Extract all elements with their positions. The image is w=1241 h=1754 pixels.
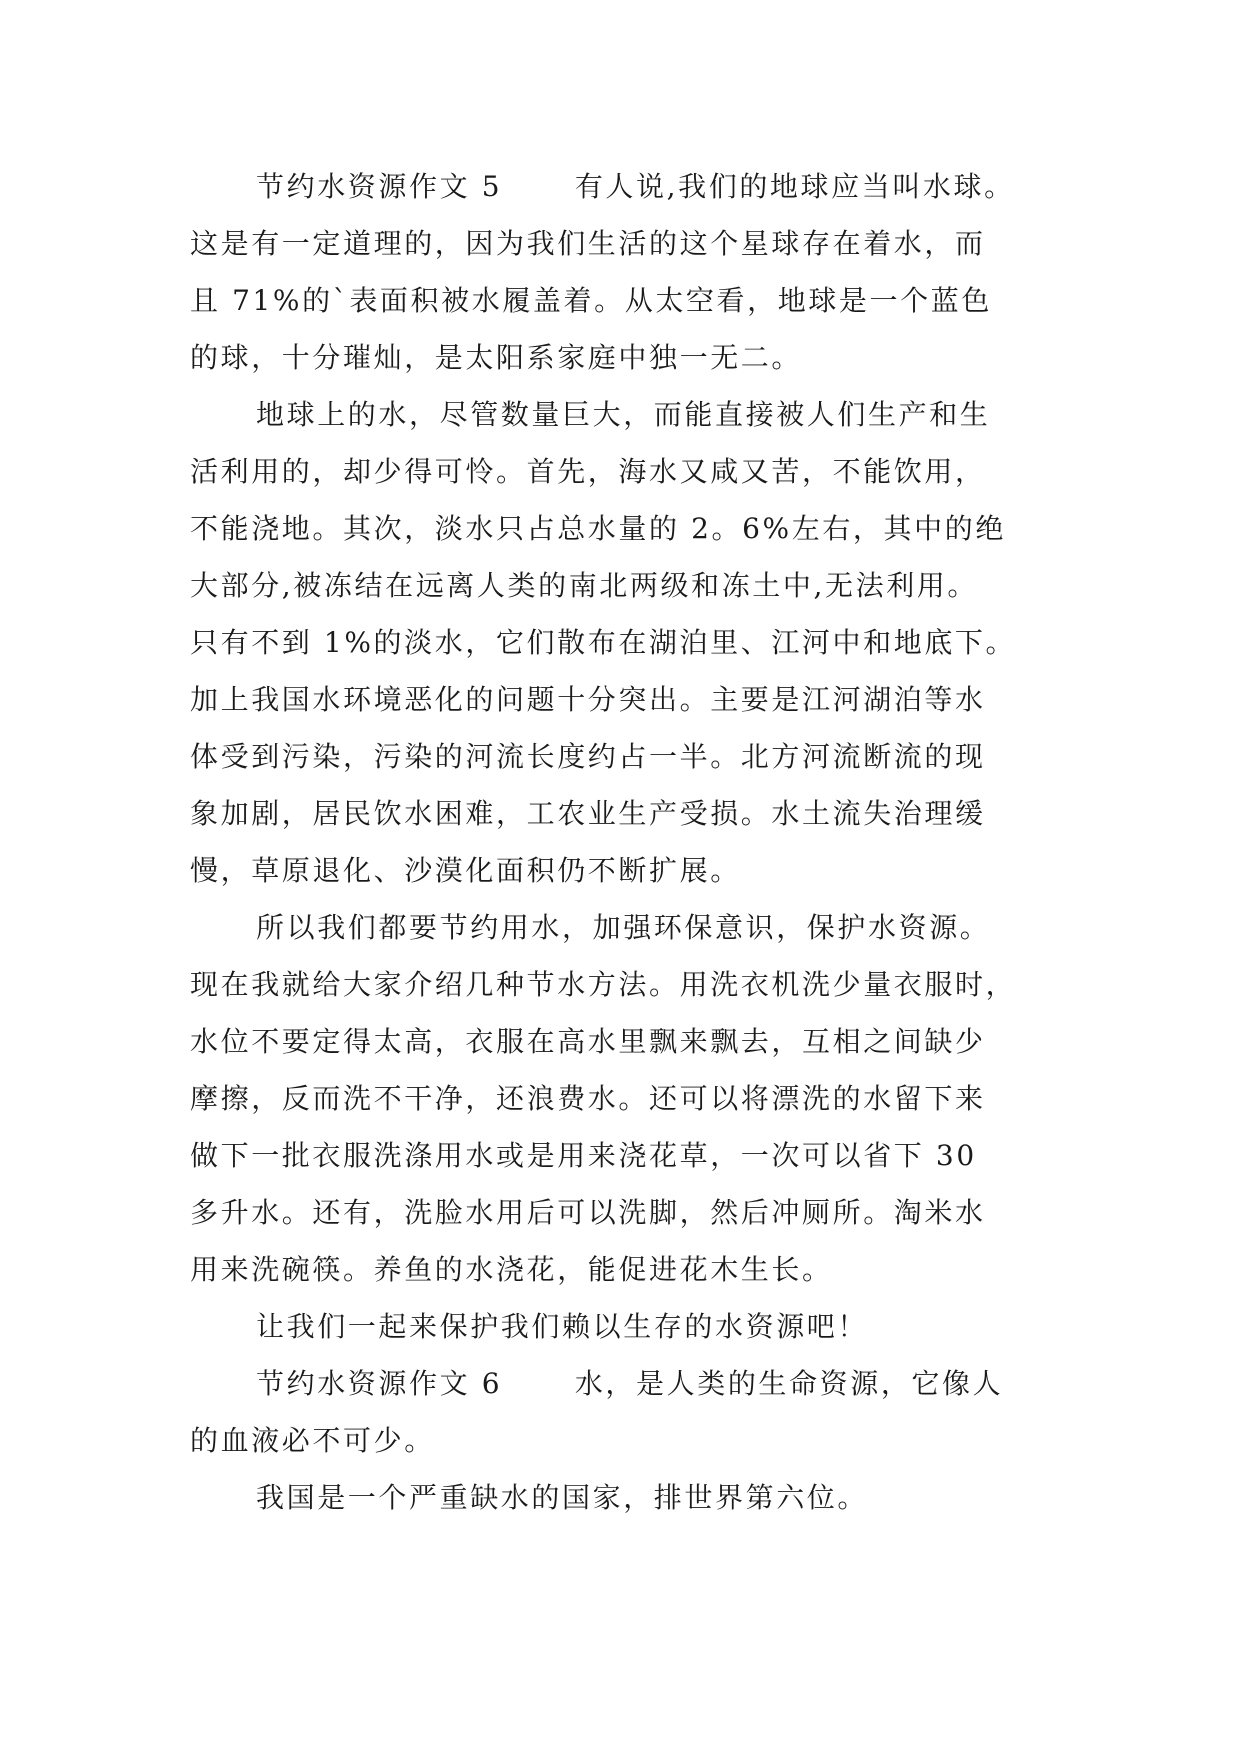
text-line: 用来洗碗筷。养鱼的水浇花，能促进花木生长。 — [190, 1253, 833, 1286]
text-line: 大部分,被冻结在远离人类的南北两级和冻土中,无法利用。 — [190, 569, 979, 602]
paragraph-start-line: 我国是一个严重缺水的国家，排世界第六位。 — [256, 1481, 869, 1514]
text-line: 不能浇地。其次，淡水只占总水量的 2。6%左右，其中的绝 — [190, 512, 1006, 545]
essay-5-title-line: 节约水资源作文 5 有人说,我们的地球应当叫水球。 — [256, 170, 1015, 203]
paragraph-start-line: 让我们一起来保护我们赖以生存的水资源吧！ — [256, 1310, 869, 1343]
text-line: 现在我就给大家介绍几种节水方法。用洗衣机洗少量衣服时， — [190, 968, 1017, 1001]
text-line: 慢，草原退化、沙漠化面积仍不断扩展。 — [190, 854, 741, 887]
document-body — [190, 158, 1070, 1526]
text-line: 做下一批衣服洗涤用水或是用来浇花草，一次可以省下 30 — [190, 1139, 977, 1172]
essay-6-title-line: 节约水资源作文 6 水，是人类的生命资源，它像人 — [256, 1367, 1004, 1400]
text-line: 的球，十分璀灿，是太阳系家庭中独一无二。 — [190, 341, 803, 374]
text-line: 摩擦，反而洗不干净，还浪费水。还可以将漂洗的水留下来 — [190, 1082, 986, 1115]
text-line: 多升水。还有，洗脸水用后可以洗脚，然后冲厕所。淘米水 — [190, 1196, 986, 1229]
text-line: 体受到污染，污染的河流长度约占一半。北方河流断流的现 — [190, 740, 986, 773]
text-line: 加上我国水环境恶化的问题十分突出。主要是江河湖泊等水 — [190, 683, 986, 716]
paragraph-start-line: 地球上的水，尽管数量巨大，而能直接被人们生产和生 — [256, 398, 991, 431]
text-line: 只有不到 1%的淡水，它们散布在湖泊里、江河中和地底下。 — [190, 626, 1017, 659]
text-line: 水位不要定得太高，衣服在高水里飘来飘去，互相之间缺少 — [190, 1025, 986, 1058]
paragraph-start-line: 所以我们都要节约用水，加强环保意识，保护水资源。 — [256, 911, 991, 944]
text-line: 象加剧，居民饮水困难，工农业生产受损。水土流失治理缓 — [190, 797, 986, 830]
text-line: 活利用的，却少得可怜。首先，海水又咸又苦，不能饮用， — [190, 455, 986, 488]
text-line: 且 71%的`表面积被水履盖着。从太空看，地球是一个蓝色 — [190, 284, 992, 317]
text-line: 这是有一定道理的，因为我们生活的这个星球存在着水，而 — [190, 227, 986, 260]
text-line: 的血液必不可少。 — [190, 1424, 435, 1457]
